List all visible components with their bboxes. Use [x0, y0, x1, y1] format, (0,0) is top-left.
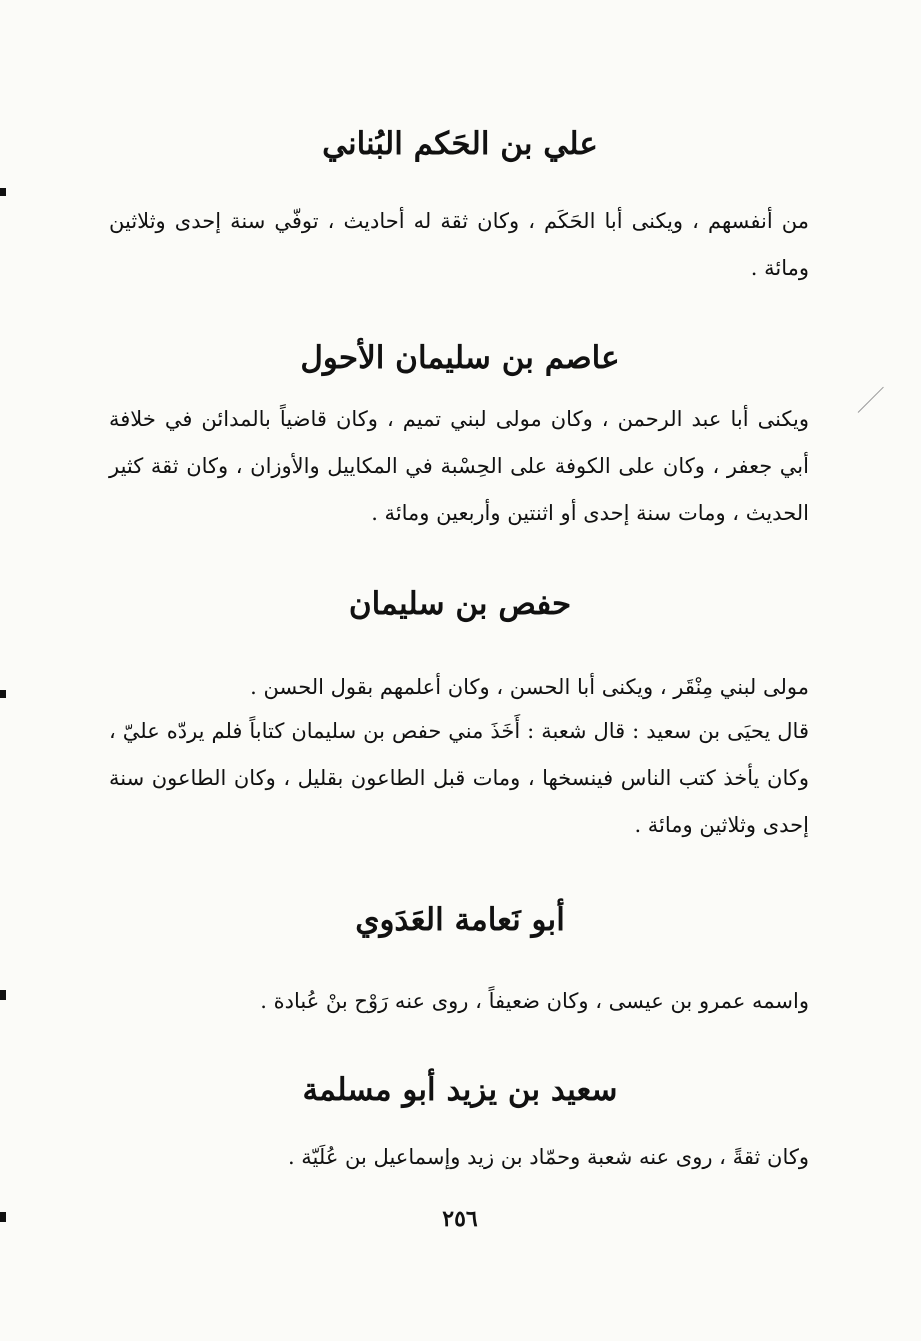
entry-heading: علي بن الحَكم البُناني: [322, 126, 598, 162]
entry-paragraph: قال يحيَى بن سعيد : قال شعبة : أَخَذَ مني حفص بن سليمان كتاباً فلم يردّه عليّ ، وكان يأخذ كتب الناس فينسخها ، ومات قبل الطاعون بقليل ، وكان الطاعون سنة إحدى وثلاثين ومائة .: [109, 719, 809, 837]
entry-paragraph: من أنفسهم ، ويكنى أبا الحَكَم ، وكان ثقة له أحاديث ، توفّي سنة إحدى وثلاثين ومائة .: [109, 209, 809, 280]
entry-paragraph: ويكنى أبا عبد الرحمن ، وكان مولى لبني تميم ، وكان قاضياً بالمدائن في خلافة أبي جعفر ، وكان على الكوفة على الحِسْبة في المكاييل والأوزان ، وكان ثقة كثير الحديث ، ومات سنة إحدى أو اثنتين وأربعين ومائة .: [109, 407, 809, 525]
entry-heading: عاصم بن سليمان الأحول: [300, 340, 620, 376]
scan-edge-mark: [0, 188, 6, 196]
entry-paragraph: مولى لبني مِنْقَر ، ويكنى أبا الحسن ، وكان أعلمهم بقول الحسن .: [250, 675, 809, 699]
entry-paragraph: وكان ثقةً ، روى عنه شعبة وحمّاد بن زيد وإسماعيل بن عُلَيّة .: [287, 1145, 809, 1169]
scan-edge-mark: [0, 990, 6, 1000]
entry-paragraph: واسمه عمرو بن عيسى ، وكان ضعيفاً ، روى عنه رَوْح بنْ عُبادة .: [260, 989, 809, 1013]
scan-edge-mark: [0, 1212, 6, 1222]
scan-stray-mark: [858, 387, 884, 413]
page-number: ٢٥٦: [442, 1206, 478, 1232]
entry-heading: أبو نَعامة العَدَوي: [355, 902, 565, 938]
entry-heading: سعيد بن يزيد أبو مسلمة: [302, 1072, 618, 1108]
scan-edge-mark: [0, 690, 6, 698]
entry-heading: حفص بن سليمان: [348, 586, 572, 622]
